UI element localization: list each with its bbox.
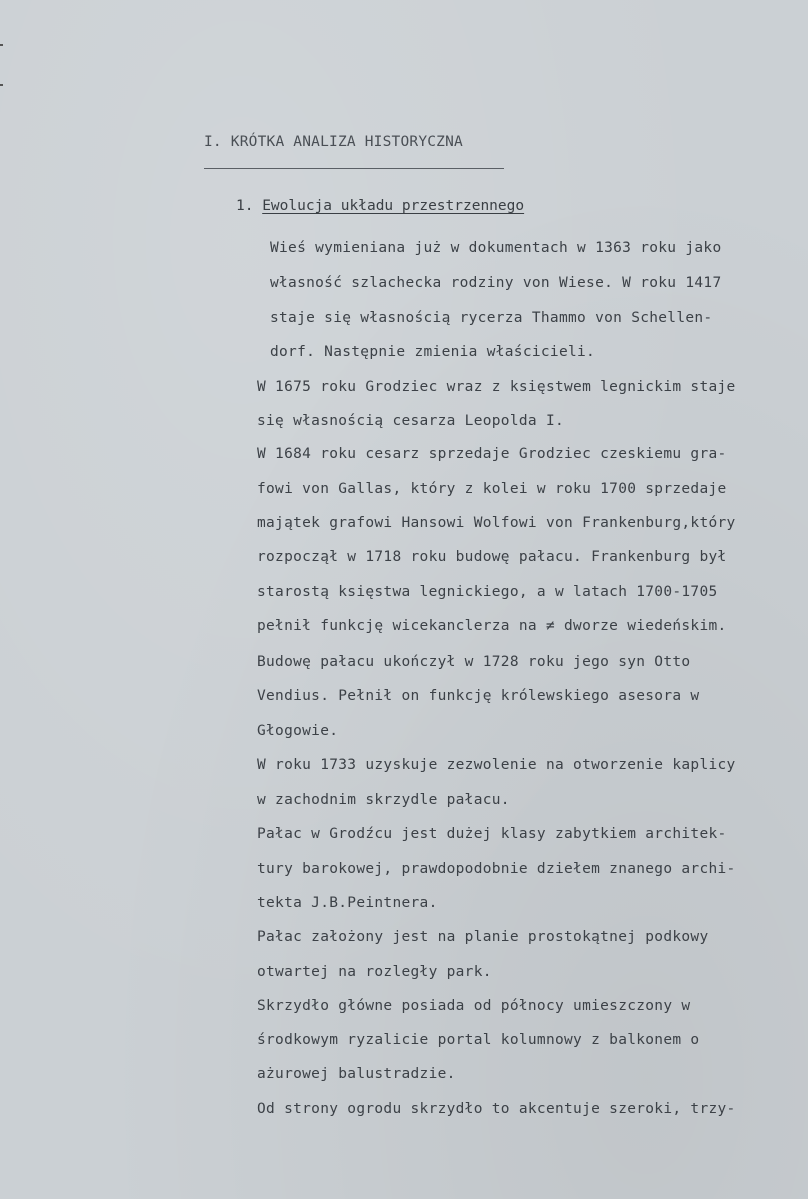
text-line: fowi von Gallas, który z kolei w roku 1700 sprzedaje bbox=[257, 481, 727, 497]
text-line: rozpoczął w 1718 roku budowę pałacu. Frankenburg był bbox=[257, 549, 727, 565]
text-line: Vendius. Pełnił on funkcję królewskiego asesora w bbox=[257, 688, 700, 704]
chapter-heading: I. KRÓTKA ANALIZA HISTORYCZNA bbox=[204, 134, 463, 150]
text-line: Od strony ogrodu skrzydło to akcentuje szeroki, trzy- bbox=[257, 1101, 736, 1117]
edge-mark bbox=[0, 84, 3, 86]
text-line: starostą księstwa legnickiego, a w latach 1700-1705 bbox=[257, 584, 718, 600]
text-line: tury barokowej, prawdopodobnie dziełem znanego archi- bbox=[257, 861, 736, 877]
text-line: dorf. Następnie zmienia właścicieli. bbox=[270, 344, 596, 360]
text-line: otwartej na rozległy park. bbox=[257, 964, 492, 980]
heading-underline bbox=[204, 168, 504, 169]
text-line: się własnością cesarza Leopolda I. bbox=[257, 413, 565, 429]
text-line: Budowę pałacu ukończył w 1728 roku jego syn Otto bbox=[257, 654, 691, 670]
text-line: ażurowej balustradzie. bbox=[257, 1066, 456, 1082]
text-line: W 1684 roku cesarz sprzedaje Grodziec czeskiemu gra- bbox=[257, 446, 727, 462]
section-title: Ewolucja układu przestrzennego bbox=[262, 198, 525, 214]
text-line: Wieś wymieniana już w dokumentach w 1363 roku jako bbox=[270, 240, 722, 256]
text-line: środkowym ryzalicie portal kolumnowy z balkonem o bbox=[257, 1032, 700, 1048]
text-line: Skrzydło główne posiada od północy umieszczony w bbox=[257, 998, 691, 1014]
text-line: staje się własnością rycerza Thammo von Schellen- bbox=[270, 310, 713, 326]
text-line: Pałac założony jest na planie prostokątnej podkowy bbox=[257, 929, 709, 945]
section-number: 1. bbox=[236, 198, 254, 214]
edge-mark bbox=[0, 44, 3, 46]
text-line: Pałac w Grodźcu jest dużej klasy zabytkiem architek- bbox=[257, 826, 727, 842]
section-heading bbox=[236, 198, 524, 214]
text-line: własność szlachecka rodziny von Wiese. W roku 1417 bbox=[270, 275, 722, 291]
text-line: w zachodnim skrzydle pałacu. bbox=[257, 792, 510, 808]
text-line: pełnił funkcję wicekanclerza na ≠ dworze wiedeńskim. bbox=[257, 618, 727, 634]
text-line: W 1675 roku Grodziec wraz z księstwem legnickim staje bbox=[257, 379, 736, 395]
text-line: majątek grafowi Hansowi Wolfowi von Frankenburg,który bbox=[257, 515, 736, 531]
text-line: Głogowie. bbox=[257, 723, 339, 739]
text-line: W roku 1733 uzyskuje zezwolenie na otworzenie kaplicy bbox=[257, 757, 736, 773]
text-line: tekta J.B.Peintnera. bbox=[257, 895, 438, 911]
